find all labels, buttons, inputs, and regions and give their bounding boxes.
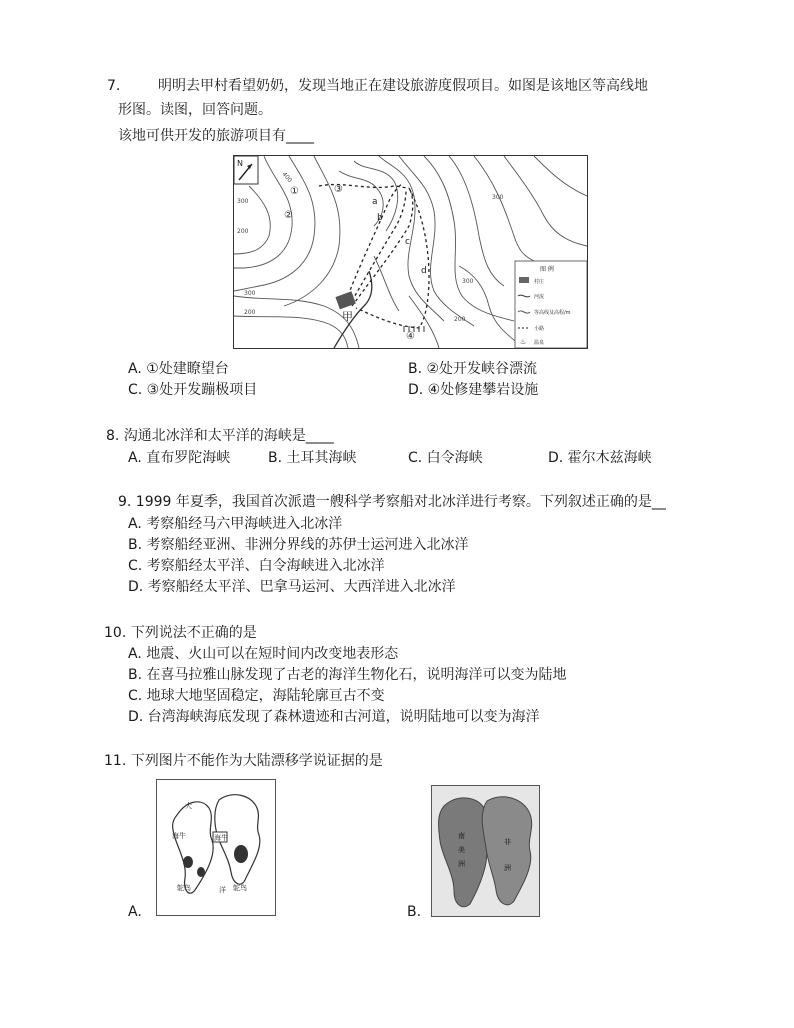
- q7-option-d[interactable]: D. ④处修建攀岩设施: [408, 382, 539, 398]
- svg-text:鸵鸟: 鸵鸟: [177, 884, 191, 892]
- north-label: N: [237, 159, 243, 168]
- svg-text:大: 大: [185, 802, 192, 810]
- path-labels: [372, 197, 427, 276]
- q8-option-c[interactable]: C. 白令海峡: [408, 450, 483, 466]
- svg-text:温泉: 温泉: [534, 340, 545, 346]
- svg-text:②: ②: [284, 210, 293, 221]
- q7-option-a[interactable]: A. ①处建瞭望台: [128, 361, 229, 377]
- contour-map-svg: [234, 156, 587, 348]
- path-d: [356, 188, 429, 328]
- q7-line1: 明明去甲村看望奶奶，发现当地正在建设旅游度假项目。如图是该地区等高线地: [158, 78, 648, 94]
- figure-a-svg: [157, 780, 275, 915]
- svg-text:洲: 洲: [458, 860, 465, 868]
- svg-text:d: d: [421, 266, 427, 276]
- svg-text:200: 200: [454, 316, 466, 323]
- q10-option-a[interactable]: A. 地震、火山可以在短时间内改变地表形态: [128, 646, 399, 662]
- svg-text:300: 300: [244, 290, 256, 297]
- figure-b-label[interactable]: B.: [407, 904, 422, 920]
- svg-text:洲: 洲: [504, 864, 511, 872]
- legend-village-icon: [519, 277, 529, 283]
- sa-animal-icon-2: [197, 867, 205, 877]
- svg-text:洋: 洋: [219, 886, 226, 894]
- sa-animal-icon: [183, 856, 193, 868]
- q8-stem: 8. 沟通北冰洋和太平洋的海峡是____: [106, 428, 334, 444]
- svg-text:400: 400: [280, 170, 294, 185]
- svg-text:③: ③: [334, 184, 343, 195]
- q11-stem: 11. 下列图片不能作为大陆漂移学说证据的是: [104, 753, 383, 769]
- svg-text:200: 200: [237, 228, 249, 235]
- q8-option-b[interactable]: B. 土耳其海峡: [268, 450, 357, 466]
- svg-text:①: ①: [290, 186, 299, 197]
- q7-option-b[interactable]: B. ②处开发峡谷漂流: [408, 361, 538, 377]
- svg-text:美: 美: [458, 846, 465, 854]
- figure-a[interactable]: [156, 779, 276, 916]
- q9-option-a[interactable]: A. 考察船经马六甲海峡进入北冰洋: [128, 516, 343, 532]
- svg-text:④: ④: [406, 331, 415, 342]
- q10-stem: 10. 下列说法不正确的是: [104, 625, 257, 641]
- svg-text:南: 南: [458, 832, 465, 840]
- contour-map: [233, 155, 588, 349]
- svg-text:300: 300: [237, 198, 249, 205]
- svg-text:村庄: 村庄: [534, 279, 545, 285]
- path-b: [352, 191, 406, 301]
- svg-text:海牛: 海牛: [172, 832, 186, 840]
- svg-text:海牛: 海牛: [214, 834, 228, 842]
- q8-option-d[interactable]: D. 霍尔木兹海峡: [548, 450, 652, 466]
- svg-text:鸵鸟: 鸵鸟: [233, 884, 247, 892]
- q7-prompt: 该地可供开发的旅游项目有____: [118, 128, 314, 144]
- q7-option-c[interactable]: C. ③处开发蹦极项目: [128, 382, 258, 398]
- svg-text:300: 300: [462, 278, 474, 285]
- q10-option-d[interactable]: D. 台湾海峡海底发现了森林遗迹和古河道，说明陆地可以变为海洋: [128, 709, 540, 725]
- south-america-shape: [173, 802, 214, 893]
- svg-text:a: a: [372, 197, 378, 207]
- figure-b-svg: [432, 786, 539, 916]
- svg-text:b: b: [377, 213, 383, 223]
- q7-line2: 形图。读图，回答问题。: [118, 102, 272, 118]
- figure-a-label[interactable]: A.: [128, 904, 142, 920]
- svg-text:等高线及高程/m: 等高线及高程/m: [534, 310, 571, 316]
- svg-text:c: c: [405, 237, 410, 247]
- q7-number: 7.: [107, 78, 121, 94]
- q9-option-d[interactable]: D. 考察船经太平洋、巴拿马运河、大西洋进入北冰洋: [128, 579, 456, 595]
- village-icon: [335, 291, 355, 309]
- figure-b[interactable]: [431, 785, 540, 917]
- q10-option-c[interactable]: C. 地球大地坚固稳定，海陆轮廓亘古不变: [128, 688, 385, 704]
- q9-option-b[interactable]: B. 考察船经亚洲、非洲分界线的苏伊士运河进入北冰洋: [128, 537, 469, 553]
- village-label: 甲: [342, 310, 353, 323]
- svg-text:300: 300: [492, 194, 504, 201]
- svg-text:200: 200: [244, 309, 256, 316]
- contour-labels: [237, 171, 504, 323]
- legend-spring-icon: ♨: [520, 338, 527, 346]
- q8-option-a[interactable]: A. 直布罗陀海峡: [128, 450, 231, 466]
- svg-text:河流: 河流: [534, 294, 545, 300]
- svg-text:图 例: 图 例: [540, 266, 554, 273]
- legend: [515, 261, 587, 348]
- svg-text:小路: 小路: [534, 326, 545, 332]
- svg-text:非: 非: [504, 838, 511, 846]
- q10-option-b[interactable]: B. 在喜马拉雅山脉发现了古老的海洋生物化石，说明海洋可以变为陆地: [128, 667, 567, 683]
- africa-animal-icon: [234, 845, 248, 863]
- q9-option-c[interactable]: C. 考察船经太平洋、白令海峡进入北冰洋: [128, 558, 385, 574]
- q9-stem: 9. 1999 年夏季，我国首次派遣一艘科学考察船对北冰洋进行考察。下列叙述正确的是__: [118, 494, 666, 510]
